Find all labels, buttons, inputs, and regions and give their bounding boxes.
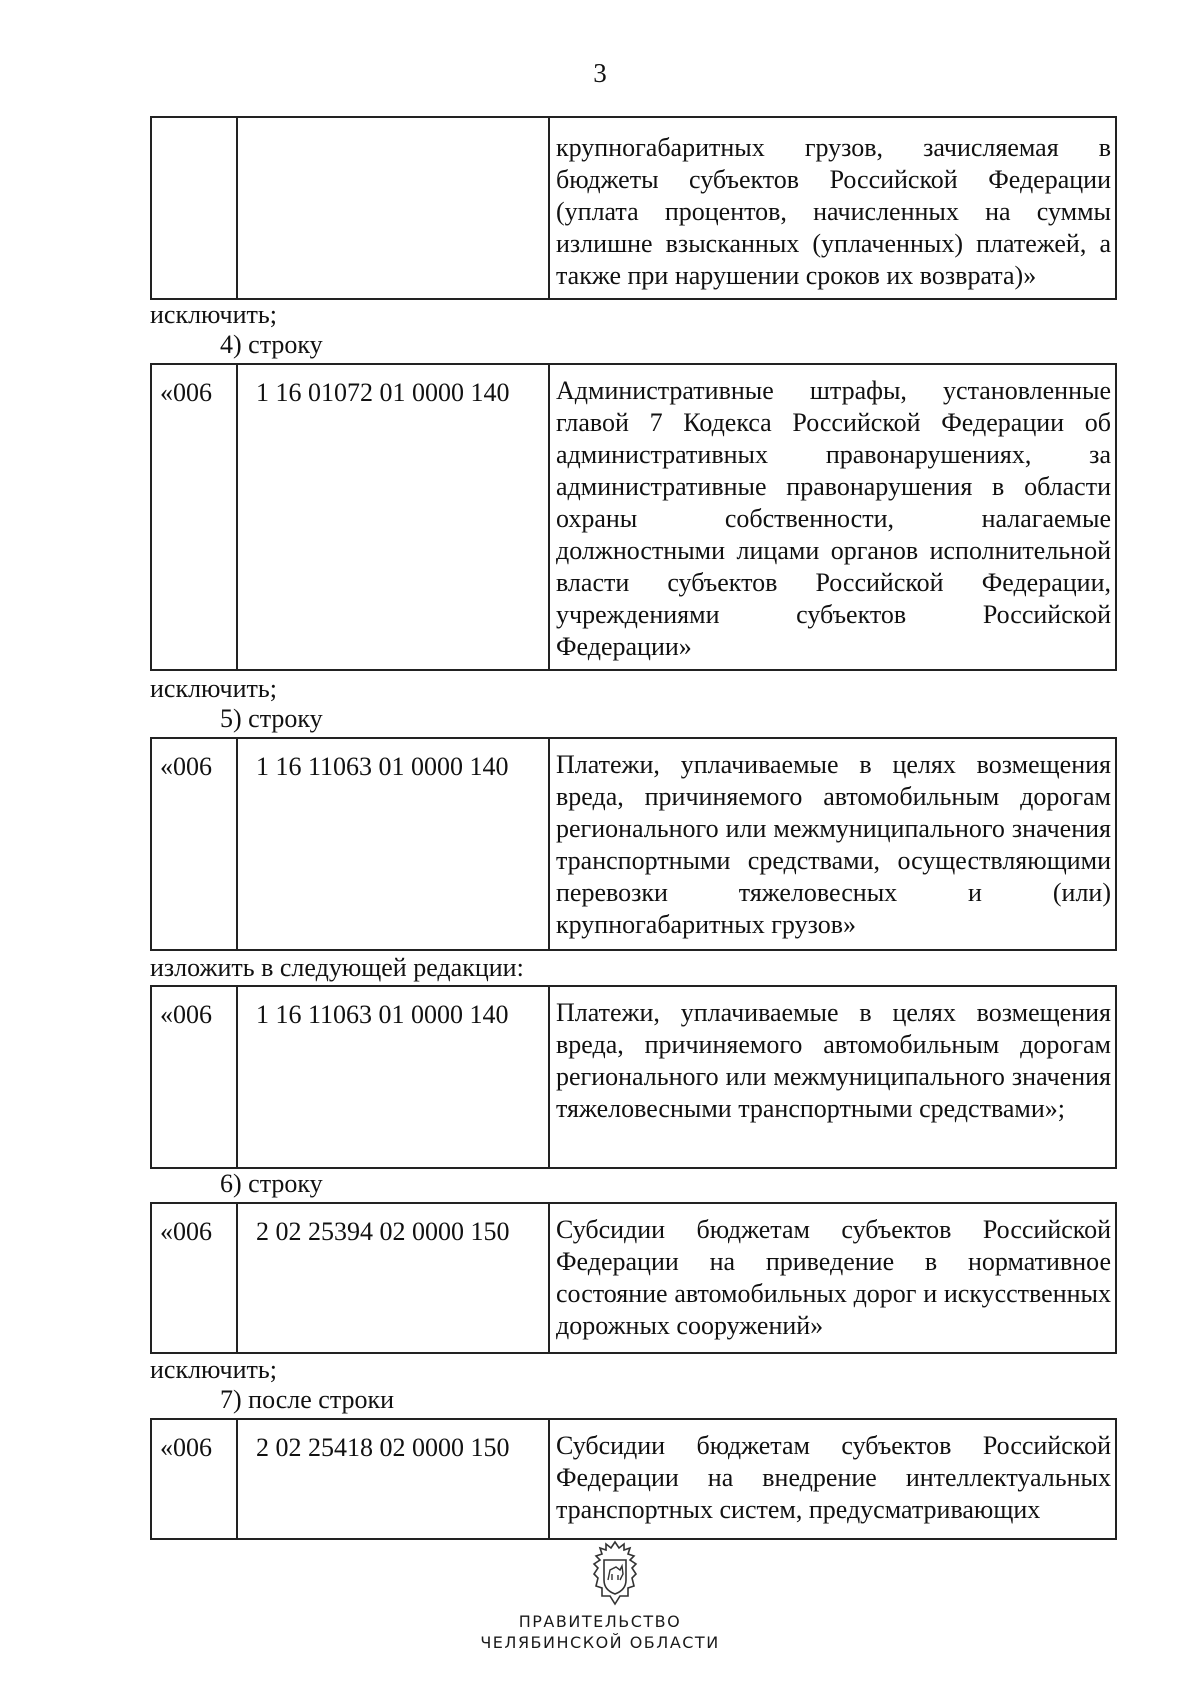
- kbk-code-cell: 2 02 25418 02 0000 150: [237, 1419, 549, 1539]
- description-cell: Субсидии бюджетам субъектов Российской Федерации на приведение в нормативное состояние автомобильных дорог и искусственных дорожных сооружений»: [549, 1203, 1116, 1353]
- instruction-exclude-6: исключить;: [150, 1355, 277, 1384]
- kbk-code-cell: 1 16 11063 01 0000 140: [237, 986, 549, 1168]
- table-row: [151, 1419, 1116, 1539]
- kbk-code-cell: 2 02 25394 02 0000 150: [237, 1203, 549, 1353]
- item-7-marker: 7) после строки: [220, 1385, 395, 1414]
- kbk-code-cell: 1 16 11063 01 0000 140: [237, 738, 549, 950]
- footer-government-line: ПРАВИТЕЛЬСТВО: [518, 1612, 682, 1631]
- kbk-code-cell: [237, 117, 549, 299]
- admin-code-cell: «006: [151, 1203, 237, 1353]
- description-cell: крупногабаритных грузов, зачисляемая в бюджеты субъектов Российской Федерации (уплата процентов, начисленных на суммы излишне взысканных (уплаченных) платежей, а также при нарушении сроков их возврата)»: [549, 117, 1116, 299]
- instruction-exclude-4: исключить;: [150, 674, 277, 703]
- footer-region-line: ЧЕЛЯБИНСКОЙ ОБЛАСТИ: [480, 1633, 720, 1652]
- table-item-6: [150, 1202, 1117, 1354]
- admin-code-cell: «006: [151, 364, 237, 670]
- table-row: [151, 986, 1116, 1168]
- description-cell: Административные штрафы, установленные главой 7 Кодекса Российской Федерации об административных правонарушениях, за административные правонарушения в области охраны собственности, налагаемые должностными лицами органов исполнительной власти субъектов Российской Федерации, учреждениями субъектов Российской Федерации»: [549, 364, 1116, 670]
- admin-code-cell: «006: [151, 738, 237, 950]
- description-cell: Платежи, уплачиваемые в целях возмещения вреда, причиняемого автомобильным дорогам регионального или межмуниципального значения тяжеловесными транспортными средствами»;: [549, 986, 1116, 1168]
- kbk-code-cell: 1 16 01072 01 0000 140: [237, 364, 549, 670]
- admin-code-cell: «006: [151, 1419, 237, 1539]
- description-cell: Субсидии бюджетам субъектов Российской Федерации на внедрение интеллектуальных транспортных систем, предусматривающих: [549, 1419, 1116, 1539]
- table-item-5-old: [150, 737, 1117, 951]
- table-row: [151, 738, 1116, 950]
- table-item-7: [150, 1418, 1117, 1540]
- table-item-4: [150, 363, 1117, 671]
- instruction-exclude-1: исключить;: [150, 300, 277, 329]
- table-row: [151, 117, 1116, 299]
- description-cell: Платежи, уплачиваемые в целях возмещения вреда, причиняемого автомобильным дорогам регионального или межмуниципального значения транспортными средствами, осуществляющими перевозки тяжеловесных и (или) крупногабаритных грузов»: [549, 738, 1116, 950]
- item-6-marker: 6) строку: [220, 1169, 323, 1198]
- page-number: 3: [593, 58, 607, 88]
- item-5-marker: 5) строку: [220, 704, 323, 733]
- table-item-5-new: [150, 985, 1117, 1169]
- instruction-restate-5: изложить в следующей редакции:: [150, 953, 524, 982]
- admin-code-cell: «006: [151, 986, 237, 1168]
- coat-of-arms-icon: [586, 1540, 644, 1606]
- item-4-marker: 4) строку: [220, 330, 323, 359]
- table-continuation: [150, 116, 1117, 300]
- table-row: [151, 1203, 1116, 1353]
- table-row: [151, 364, 1116, 670]
- admin-code-cell: [151, 117, 237, 299]
